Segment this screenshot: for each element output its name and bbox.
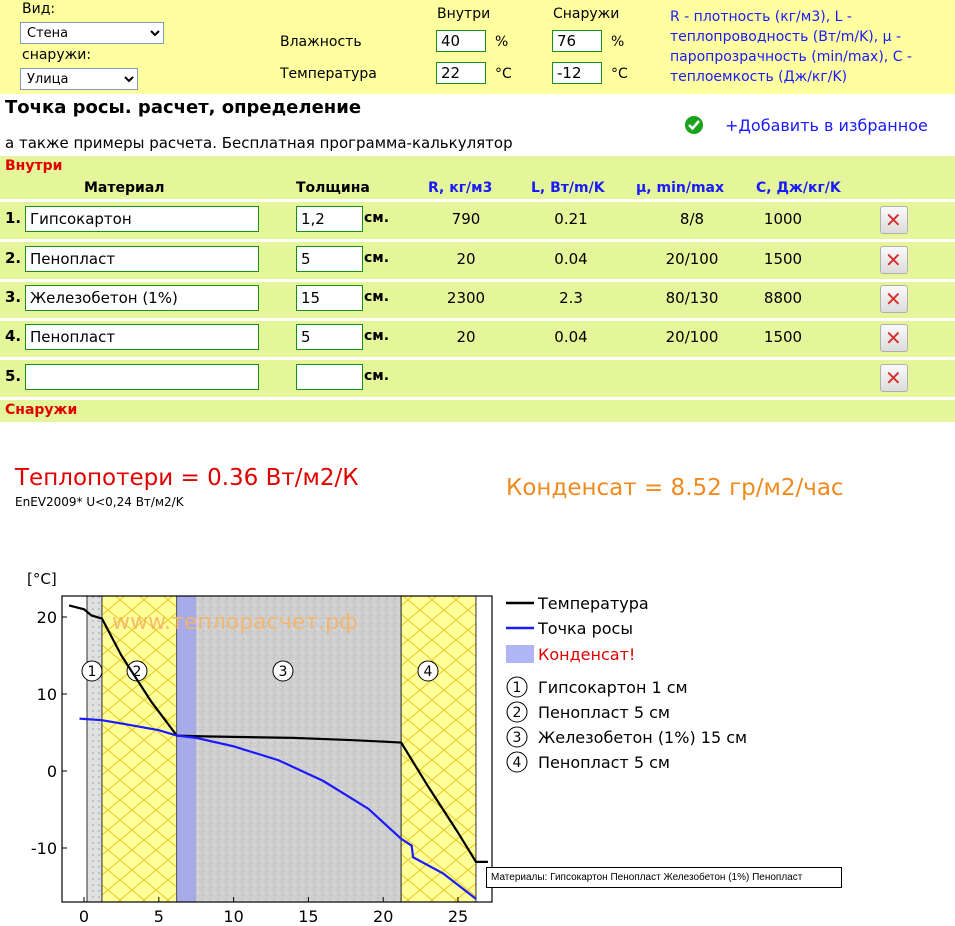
layer-badge-label-3: 3 — [278, 664, 288, 680]
condensate-result: Конденсат = 8.52 гр/м2/час — [506, 475, 844, 501]
y-axis-label: [°C] — [27, 570, 57, 588]
layer-list-number: 3 — [512, 730, 522, 746]
col-outside-header: Снаружи — [553, 6, 620, 22]
heat-capacity-value: 1500 — [763, 328, 803, 346]
y-tick-label: 0 — [46, 762, 57, 781]
humidity-unit-outside: % — [611, 34, 625, 50]
header-conductivity: L, Вт/m/K — [531, 180, 605, 196]
x-tick-label: 20 — [373, 907, 394, 926]
conductivity-value: 0.04 — [554, 250, 588, 268]
heat-capacity-value: 1000 — [763, 210, 803, 228]
layer-3 — [177, 596, 401, 902]
layer-list-label: Железобетон (1%) 15 см — [538, 728, 748, 747]
view-label: Вид: — [22, 1, 56, 17]
inside-label: Внутри — [5, 158, 63, 174]
humidity-label: Влажность — [280, 34, 362, 50]
vapor-value: 8/8 — [679, 210, 705, 228]
layer-badge-label-1: 1 — [87, 664, 97, 680]
header-heat-capacity: C, Дж/кг/K — [756, 180, 841, 196]
conductivity-value: 0.04 — [554, 328, 588, 346]
legend-swatch — [506, 645, 534, 663]
vapor-value: 80/130 — [665, 289, 719, 307]
conductivity-value: 2.3 — [559, 289, 583, 307]
col-inside-header: Внутри — [437, 6, 491, 22]
unit-label: см. — [364, 210, 390, 226]
unit-label: см. — [364, 250, 390, 266]
layer-list-number: 2 — [512, 705, 522, 721]
outside-label-row: Снаружи — [5, 402, 78, 418]
y-tick-label: 20 — [36, 608, 57, 627]
page-title: Точка росы. расчет, определение — [5, 97, 362, 118]
close-icon: ✕ — [885, 366, 902, 390]
temperature-unit-inside: °C — [495, 66, 512, 82]
row-number: 5. — [5, 367, 22, 385]
conductivity-value: 0.21 — [554, 210, 588, 228]
close-icon: ✕ — [885, 208, 902, 232]
density-value: 2300 — [446, 289, 486, 307]
close-icon: ✕ — [885, 326, 902, 350]
x-tick-label: 25 — [447, 907, 469, 926]
row-number: 4. — [5, 327, 22, 345]
header-vapor: μ, min/max — [636, 180, 725, 196]
x-tick-label: 0 — [78, 907, 90, 926]
x-tick-label: 5 — [153, 907, 164, 926]
layer-badge-label-2: 2 — [132, 664, 142, 680]
layer-list-number: 1 — [512, 680, 522, 696]
header-density: R, кг/м3 — [428, 180, 493, 196]
layer-list-label: Гипсокартон 1 см — [538, 678, 688, 697]
legend-label: Температура — [538, 594, 649, 613]
row-number: 2. — [5, 249, 22, 267]
heat-loss-result: Теплопотери = 0.36 Вт/м2/К — [15, 465, 359, 491]
condensate-zone — [177, 596, 196, 902]
watermark: www.теплорасчет.рф — [112, 610, 358, 635]
layer-list-label: Пенопласт 5 см — [538, 753, 670, 772]
parameter-legend: R - плотность (кг/м3), L - теплопроводность (Вт/m/K), μ - паропрозрачность (min/max), C - теплоемкость (Дж/кг/K) — [670, 9, 912, 85]
legend-label: Точка росы — [538, 619, 633, 638]
temperature-label: Температура — [280, 66, 377, 82]
layer-list-number: 4 — [512, 755, 522, 771]
row-number: 1. — [5, 209, 22, 227]
x-tick-label: 15 — [298, 907, 319, 926]
materials-tooltip: Материалы: Гипсокартон Пенопласт Железобетон (1%) Пенопласт — [486, 867, 842, 888]
close-icon: ✕ — [885, 287, 902, 311]
header-material: Материал — [84, 180, 165, 196]
outside-label: снаружи: — [22, 47, 92, 63]
x-tick-label: 10 — [223, 907, 244, 926]
y-tick-label: 10 — [36, 685, 57, 704]
unit-label: см. — [364, 289, 390, 305]
density-value: 20 — [456, 328, 476, 346]
layer-badge-label-4: 4 — [423, 664, 433, 680]
add-favorite-link[interactable]: +Добавить в избранное — [725, 116, 928, 135]
close-icon: ✕ — [885, 248, 902, 272]
humidity-unit-inside: % — [495, 34, 509, 50]
temperature-unit-outside: °C — [611, 66, 628, 82]
vapor-value: 20/100 — [665, 328, 719, 346]
page-subtitle: а также примеры расчета. Бесплатная программа-калькулятор — [5, 134, 513, 152]
heat-capacity-value: 1500 — [763, 250, 803, 268]
row-number: 3. — [5, 288, 22, 306]
legend-label: Конденсат! — [538, 645, 636, 664]
y-tick-label: -10 — [30, 839, 57, 858]
density-value: 20 — [456, 250, 476, 268]
header-thickness: Толщина — [296, 180, 370, 196]
layer-list-label: Пенопласт 5 см — [538, 703, 670, 722]
heat-capacity-value: 8800 — [763, 289, 803, 307]
unit-label: см. — [364, 368, 390, 384]
layer-1 — [87, 596, 102, 902]
norm-note: EnEV2009* U<0,24 Вт/м2/K — [15, 495, 184, 509]
vapor-value: 20/100 — [665, 250, 719, 268]
density-value: 790 — [451, 210, 481, 228]
unit-label: см. — [364, 328, 390, 344]
